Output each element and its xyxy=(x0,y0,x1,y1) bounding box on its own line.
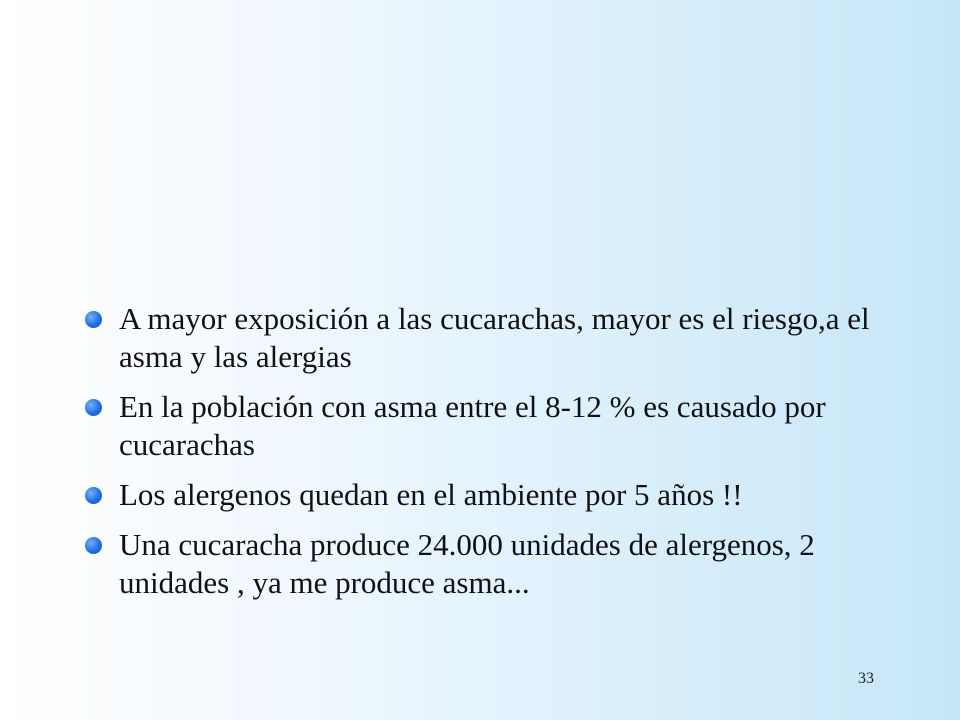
bullet-text: Los alergenos quedan en el ambiente por 5 años !! xyxy=(119,477,743,512)
bullet-dot-icon xyxy=(85,399,102,416)
bullet-text: A mayor exposición a las cucarachas, mayor es el riesgo,a el asma y las alergias xyxy=(119,301,870,374)
bullet-dot-icon xyxy=(85,487,102,504)
bullet-text: En la población con asma entre el 8-12 % es causado por cucarachas xyxy=(119,389,826,462)
bullet-item xyxy=(82,526,902,602)
page-number: 33 xyxy=(858,670,874,687)
bullet-text: Una cucaracha produce 24.000 unidades de alergenos, 2 unidades , ya me produce asma... xyxy=(119,527,815,600)
bullet-dot-icon xyxy=(85,537,102,554)
bullet-item xyxy=(82,300,902,376)
bullet-list xyxy=(82,300,902,614)
bullet-dot-icon xyxy=(85,311,102,328)
bullet-item xyxy=(82,476,902,514)
bullet-item xyxy=(82,388,902,464)
